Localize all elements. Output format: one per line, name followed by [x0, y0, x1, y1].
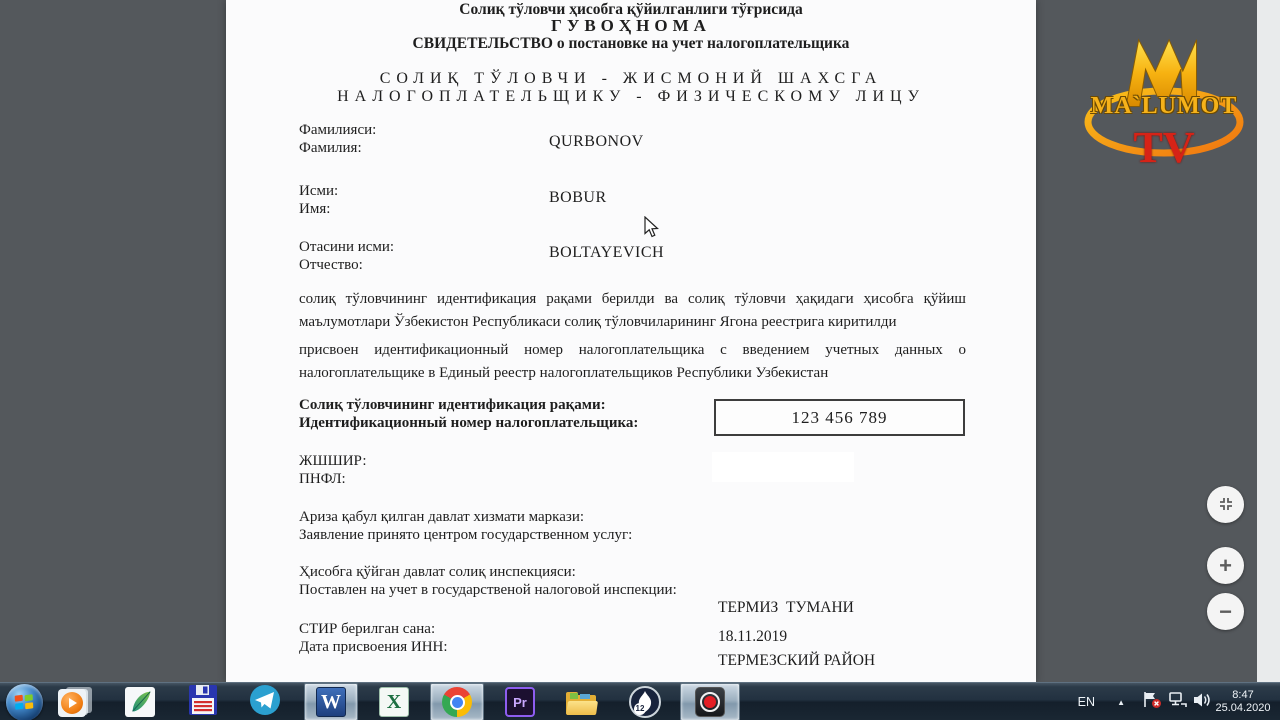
fit-page-icon	[1218, 492, 1234, 518]
premiere-icon: Pr	[505, 687, 535, 717]
inspection-label-ru: Поставлен на учет в государственой налоговой инспекции:	[299, 581, 677, 598]
logo-title: MA`LUMOT	[1090, 93, 1238, 119]
doc-subject-ru: НАЛОГОПЛАТЕЛЬЩИКУ - ФИЗИЧЕСКОМУ ЛИЦУ	[337, 88, 925, 105]
flame-12-app-icon	[629, 686, 661, 718]
patronymic-label-ru: Отчество:	[299, 256, 363, 273]
issue-date-label-ru: Дата присвоения ИНН:	[299, 638, 448, 655]
flame-badge: 12	[635, 704, 645, 713]
zoom-out-icon: −	[1219, 598, 1232, 624]
surname-label	[299, 122, 376, 157]
hidden-icons-arrow[interactable]: ▲	[1117, 697, 1125, 707]
clock-time: 8:47	[1232, 689, 1254, 701]
service-center-label-uz: Ариза қабул қилган давлат хизмати маркази:	[299, 509, 585, 525]
paragraph-ru: присвоен идентификационный номер налогоплательщика с введением учетных данных о налогоплательщике в Единый реестр налогоплательщиков Республики Узбекистан	[299, 342, 966, 381]
taskbar-chrome-button[interactable]	[430, 683, 484, 720]
file-explorer-icon	[566, 689, 598, 715]
patronymic-label-uz: Отасини исми:	[299, 239, 395, 255]
malumot-tv-logo	[1083, 30, 1245, 172]
fit-page-button[interactable]	[1207, 486, 1244, 523]
pinfl-label-uz: ЖШШИР:	[299, 453, 367, 469]
issue-date-label-uz: СТИР берилган сана:	[299, 621, 436, 637]
zoom-in-button[interactable]	[1207, 547, 1244, 584]
pinfl-value-blank	[712, 452, 854, 482]
chrome-icon	[442, 687, 472, 717]
patronymic-label	[299, 239, 394, 274]
taskbar-premiere-button[interactable]	[494, 683, 546, 720]
inspection-label-uz: Ҳисобга қўйган давлат солиқ инспекцияси:	[299, 564, 576, 580]
taskbar-explorer-button[interactable]	[556, 683, 608, 720]
start-button[interactable]	[1, 683, 47, 720]
taskbar-recorder-button[interactable]	[680, 683, 740, 720]
patronymic-value: BOLTAYEVICH	[549, 244, 665, 261]
name-value: BOBUR	[549, 189, 607, 206]
issue-date-value: 18.11.2019	[718, 628, 788, 645]
inspection-value-ru: ТЕРМЕЗСКИЙ РАЙОН	[718, 651, 876, 669]
feather-app-icon	[125, 687, 155, 717]
tin-value-box: 123 456 789	[714, 399, 965, 436]
service-center-label	[299, 509, 632, 544]
taskbar-media-player-button[interactable]	[52, 683, 98, 720]
surname-label-uz: Фамилияси:	[299, 122, 377, 138]
inspection-label	[299, 564, 677, 599]
service-center-label-ru: Заявление принято центром государственном услуг:	[299, 526, 633, 543]
doc-subject-uz: СОЛИҚ ТЎЛОВЧИ - ЖИСМОНИЙ ШАХСГА	[379, 70, 883, 87]
tin-label	[299, 397, 638, 432]
tin-label-ru: Идентификационный номер налогоплательщика:	[299, 414, 639, 431]
volume-icon[interactable]	[1192, 691, 1212, 714]
surname-label-ru: Фамилия:	[299, 139, 362, 156]
name-label	[299, 183, 338, 218]
media-player-icon	[58, 687, 92, 717]
pinfl-label-ru: ПНФЛ:	[299, 470, 346, 487]
network-icon[interactable]	[1168, 691, 1188, 714]
taskbar-floppy-app-button[interactable]	[180, 683, 226, 720]
doc-title-main: ГУВОҲНОМА	[551, 16, 711, 35]
excel-icon: X	[379, 687, 409, 717]
language-indicator[interactable]: EN	[1077, 695, 1095, 709]
issue-date-label	[299, 621, 448, 656]
taskbar-feather-app-button[interactable]	[117, 683, 163, 720]
taskbar-telegram-button[interactable]	[242, 683, 288, 720]
floppy-disk-icon	[188, 684, 218, 720]
zoom-in-icon: +	[1219, 552, 1232, 578]
taskbar-flame-app-button[interactable]	[619, 683, 671, 720]
doc-title-uz: Солиқ тўловчи ҳисобга қўйилганлиги тўғрисида	[459, 1, 803, 18]
telegram-icon	[249, 684, 281, 720]
tin-label-uz: Солиқ тўловчининг идентификация рақами:	[299, 397, 606, 413]
taskbar-word-button[interactable]	[304, 683, 358, 720]
scrollbar[interactable]	[1257, 0, 1280, 682]
clock-date: 25.04.2020	[1215, 702, 1271, 714]
action-center-flag-icon[interactable]	[1142, 691, 1162, 714]
word-icon: W	[316, 687, 346, 717]
document-page	[226, 0, 1036, 682]
mouse-cursor	[644, 216, 660, 245]
windows-start-orb-icon	[6, 684, 43, 720]
name-label-ru: Имя:	[299, 200, 331, 217]
pinfl-label	[299, 453, 367, 488]
inspection-value-uz: ТЕРМИЗ ТУМАНИ	[718, 599, 854, 616]
taskbar-excel-button[interactable]	[368, 683, 420, 720]
name-label-uz: Исми:	[299, 183, 339, 199]
screen-recorder-icon	[695, 687, 725, 717]
logo-subtitle: TV	[1133, 123, 1195, 172]
taskbar	[0, 682, 1280, 720]
paragraph-uz: солиқ тўловчининг идентификация рақами берилди ва солиқ тўловчи ҳақидаги ҳисобга қўйиш маълумотлари Ўзбекистон Республикаси солиқ тўловчиларининг Ягона реестрига киритилди	[299, 291, 966, 330]
zoom-out-button[interactable]	[1207, 593, 1244, 630]
surname-value: QURBONOV	[549, 133, 644, 150]
clock[interactable]	[1210, 689, 1276, 715]
doc-title-ru: СВИДЕТЕЛЬСТВО о постановке на учет налогоплательщика	[412, 35, 850, 52]
